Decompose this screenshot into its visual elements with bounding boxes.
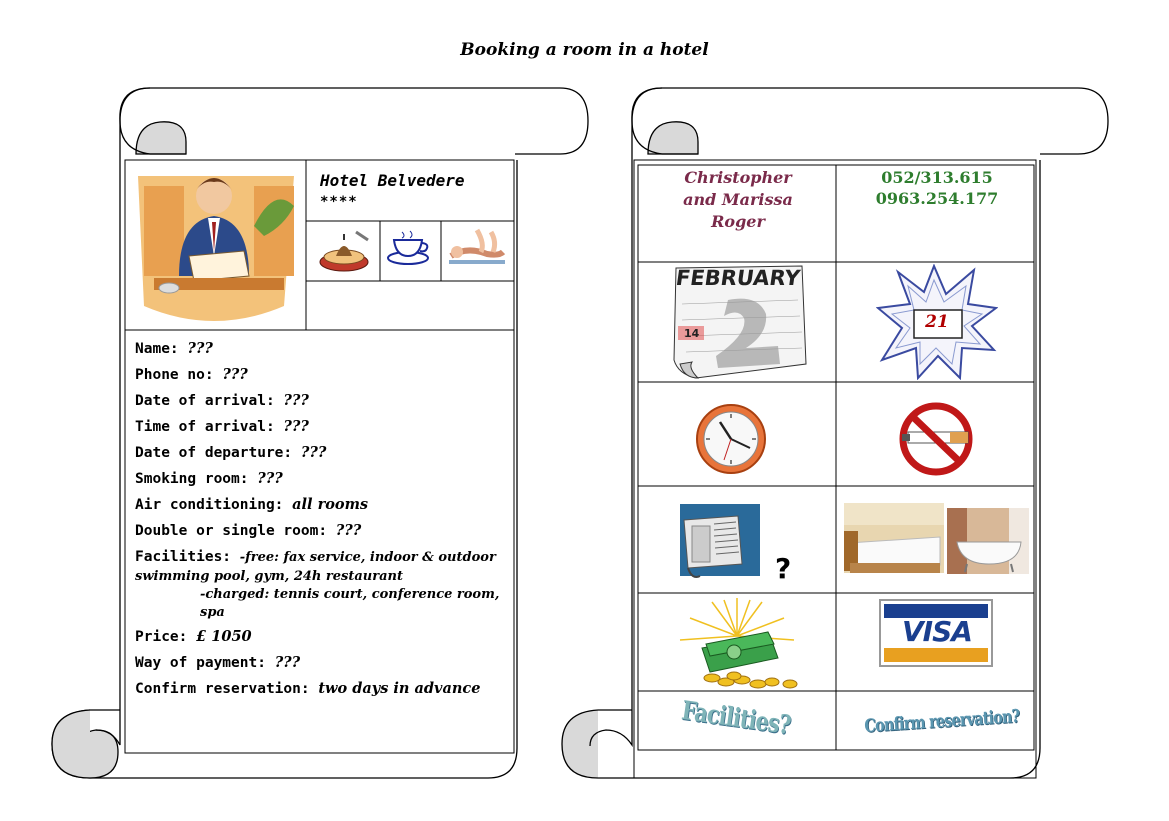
- info-row-name: Name: ???: [135, 340, 213, 357]
- calendar-month: FEBRUARY: [674, 266, 802, 290]
- guest-phones: 052/313.615 0963.254.177: [875, 168, 999, 208]
- info-row-phone: Phone no: ???: [135, 366, 248, 383]
- air-conditioner-icon: [678, 502, 762, 584]
- facilities-charged: -charged: tennis court, conference room, spa: [200, 587, 500, 620]
- guest-names: Christopher and Marissa Roger: [683, 168, 793, 231]
- info-row-confirm: Confirm reservation: two days in advance: [135, 680, 481, 697]
- info-row-price: Price: £ 1050: [135, 628, 252, 645]
- hotel-stars: ****: [320, 194, 358, 210]
- facilities-free: -free: fax service, indoor & outdoor swimming pool, gym, 24h restaurant: [135, 550, 496, 584]
- bedroom-picture: [844, 503, 944, 573]
- info-row-smoking: Smoking room: ???: [135, 470, 283, 487]
- page-title: Booking a room in a hotel: [460, 40, 709, 60]
- hotel-name: Hotel Belvedere: [320, 171, 465, 190]
- starburst-number: 21: [925, 312, 949, 332]
- restaurant-icon: [318, 226, 372, 276]
- booking-info-list: [135, 340, 507, 706]
- info-row-air-conditioning: Air conditioning: all rooms: [135, 496, 369, 513]
- info-row-payment: Way of payment: ???: [135, 654, 301, 671]
- bathtub-picture: [947, 508, 1029, 574]
- confirm-reservation-question: Confirm reservation?: [864, 705, 1020, 737]
- visa-text: VISA: [902, 615, 972, 648]
- info-row-date-departure: Date of departure: ???: [135, 444, 327, 461]
- info-row-room-type: Double or single room: ???: [135, 522, 362, 539]
- info-row-date-arrival: Date of arrival: ???: [135, 392, 309, 409]
- clock-icon: [694, 402, 768, 476]
- info-row-facilities: Facilities: -free: fax service, indoor & outdoor swimming pool, gym, 24h restaurant -charged: tennis court, conference room, spa: [135, 548, 507, 622]
- massage-icon: [447, 226, 507, 274]
- coffee-cup-icon: [386, 228, 434, 272]
- calendar-day: 14: [684, 327, 700, 340]
- no-smoking-icon: [898, 402, 978, 476]
- receptionist-picture: [134, 166, 302, 326]
- info-row-time-arrival: Time of arrival: ???: [135, 418, 309, 435]
- question-mark: ?: [775, 552, 792, 585]
- money-icon: [672, 596, 802, 690]
- facilities-question: Facilities?: [679, 696, 793, 741]
